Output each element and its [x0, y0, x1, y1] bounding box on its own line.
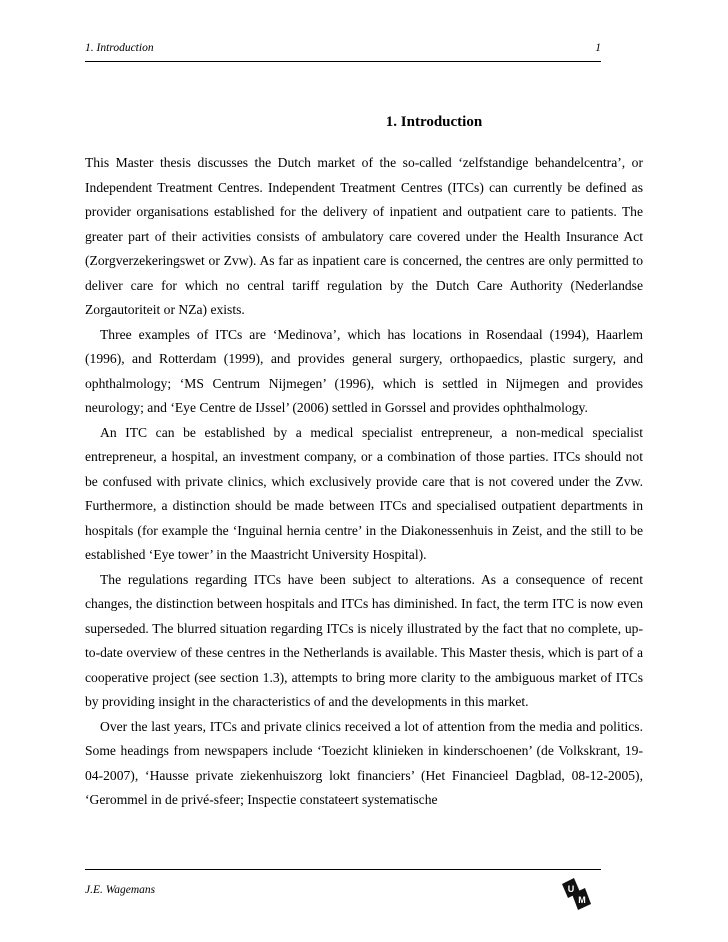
paragraph: Three examples of ITCs are ‘Medinova’, which has locations in Rosendaal (1994), Haarlem (1996), and Rotterdam (1999), and provides general surgery, orthopaedics, plastic surgery, and ophthalmology; ‘MS Centrum Nijmegen’ (1996), which is settled in Nijmegen and provides neurology; and ‘Eye Centre de IJssel’ (2006) settled in Gorssel and provides ophthalmology.	[85, 326, 643, 415]
chapter-title: 1. Introduction	[385, 114, 483, 130]
footer-author: J.E. Wagemans	[85, 884, 156, 896]
logo-letter-m: M	[578, 895, 586, 905]
university-logo	[558, 878, 592, 912]
paragraph: This Master thesis discusses the Dutch market of the so-called ‘zelfstandige behandelcentra’, or Independent Treatment Centres. Independent Treatment Centres (ITCs) can currently be defined as provider organisations established for the delivery of inpatient and outpatient care to patients. The greater part of their activities consists of ambulatory care covered under the Health Insurance Act (Zorgverzekeringswet or Zvw). As far as inpatient care is concerned, the centres are only permitted to deliver care for which no central tariff regulation by the Dutch Care Authority (Nederlandse Zorgautoriteit or NZa) exists.	[85, 155, 643, 317]
paragraph: The regulations regarding ITCs have been subject to alterations. As a consequence of recent changes, the distinction between hospitals and ITCs has diminished. In fact, the term ITC is now even superseded. The blurred situation regarding ITCs is nicely illustrated by the fact that no complete, up-to-date overview of these centres in the Netherlands is available. This Master thesis, which is part of a cooperative project (see section 1.3), attempts to bring more clarity to the ambiguous market of ITCs by providing insight in the characteristics of and the developments in this market.	[85, 571, 643, 709]
paragraph: An ITC can be established by a medical specialist entrepreneur, a non-medical specialist entrepreneur, a hospital, an investment company, or a combination of those parties. ITCs should not be confused with private clinics, which exclusively provide care that is not covered under the Zvw. Furthermore, a distinction should be made between ITCs and specialised outpatient departments in hospitals (for example the ‘Inguinal hernia centre’ in the Diakonessenhuis in Zeist, and the still to be established ‘Eye tower’ in the Maastricht University Hospital).	[85, 424, 643, 562]
logo-letter-u: U	[567, 884, 575, 894]
footer-divider	[85, 869, 601, 870]
body-text	[85, 151, 643, 813]
page-header	[85, 42, 601, 58]
running-header-section: 1. Introduction	[85, 42, 154, 54]
paragraph: Over the last years, ITCs and private clinics received a lot of attention from the media and politics. Some headings from newspapers include ‘Toezicht klinieken in kinderschoenen’ (de Volkskrant, 19-04-2007), ‘Hausse private ziekenhuiszorg lokt financiers’ (Het Financieel Dagblad, 08-12-2005), ‘Gerommel in de privé-sfeer; Inspectie constateert systematische	[85, 718, 643, 807]
header-divider	[85, 61, 601, 62]
page-number: 1	[595, 42, 601, 54]
